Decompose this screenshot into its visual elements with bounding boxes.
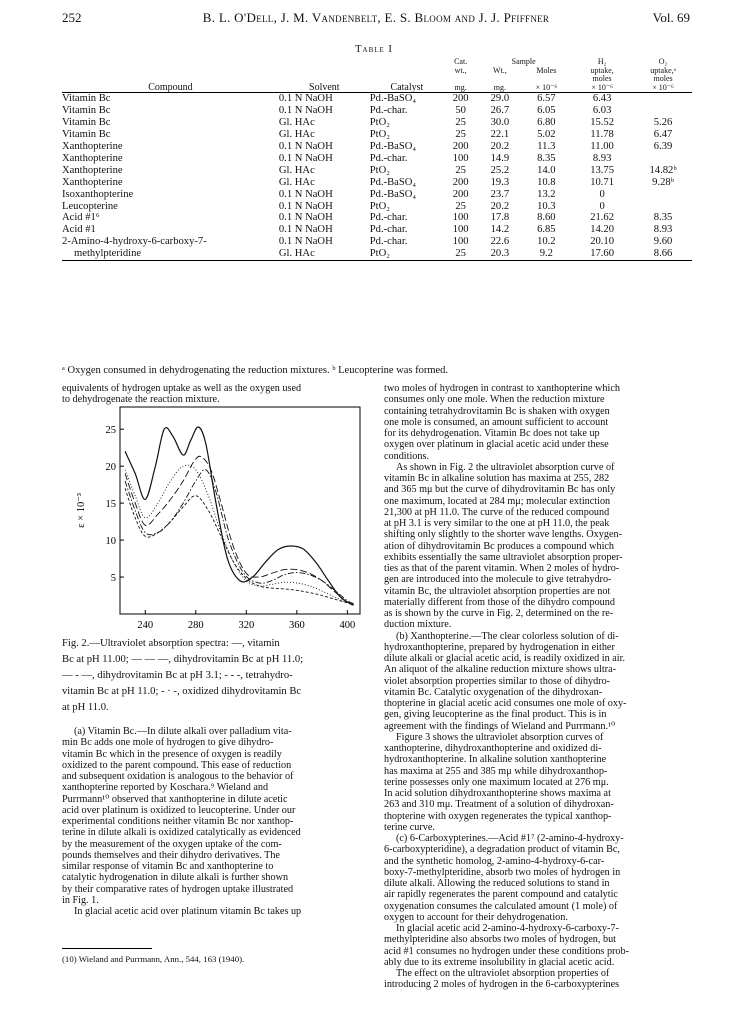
table-cell: 14.82ᵇ bbox=[649, 164, 677, 176]
plot-frame bbox=[120, 407, 360, 614]
text-line: shifting only slightly to the shorter wave lengths. Oxygen- bbox=[384, 529, 622, 541]
series-line-dash-dot bbox=[125, 470, 354, 604]
table-cell: methylpteridine bbox=[62, 248, 279, 260]
text-line: vitamin Bc. Catalytic oxygenation of the dihydroxan- bbox=[384, 686, 603, 698]
y-tick-label: 10 bbox=[105, 536, 116, 548]
table-cell bbox=[634, 201, 692, 213]
series-line-long-dash bbox=[125, 456, 354, 605]
table-cell: 23.7 bbox=[490, 188, 510, 200]
table-cell: 11.3 bbox=[537, 141, 556, 152]
table-cell: Gl. HAc bbox=[278, 117, 315, 129]
uv-absorption-chart bbox=[62, 402, 370, 632]
table-cell: 200 bbox=[452, 188, 469, 200]
text-line: (b) Xanthopterine.—The clear colorless solution of di- bbox=[396, 630, 619, 642]
table-cell: 0.1 N NaOH bbox=[278, 105, 333, 117]
table-row bbox=[62, 189, 692, 201]
text-line: oxygen over platinum in glacial acetic acid under these bbox=[384, 439, 609, 451]
text-line: In acid solution dihydroxanthopterine shows maxima at bbox=[384, 788, 611, 799]
table-row bbox=[62, 201, 692, 213]
table-cell: 6.05 bbox=[537, 105, 556, 117]
table-row bbox=[62, 177, 692, 189]
table-cell: 25 bbox=[455, 129, 466, 141]
text-line: to dehydrogenate the reaction mixture. bbox=[62, 394, 220, 406]
series-line-dotted bbox=[125, 465, 354, 606]
table-cell: 100 bbox=[452, 212, 469, 224]
table-row bbox=[62, 105, 692, 117]
text-line: In glacial acetic acid over platinum vitamin Bc takes up bbox=[74, 906, 302, 917]
text-line: and 365 mμ but the curve of dihydrovitamin Bc has only bbox=[384, 484, 616, 496]
col-h2-a: H₂ bbox=[597, 57, 607, 66]
table-row bbox=[62, 236, 692, 248]
table-cell: PtO₂ bbox=[369, 129, 390, 141]
volume-label: Vol. 69 bbox=[652, 10, 690, 25]
text-line: gen are introduced into the molecule to give tetrahydro- bbox=[384, 574, 612, 586]
text-line: An aliquot of the alkaline reduction mixture shows ultra- bbox=[384, 664, 616, 676]
col-o2-c: moles bbox=[653, 74, 673, 84]
table-cell: Leucopterine bbox=[62, 200, 118, 212]
x-tick-label: 360 bbox=[288, 620, 305, 631]
table-row bbox=[62, 224, 692, 236]
x-tick-label: 400 bbox=[339, 620, 356, 631]
text-line: and subsequent oxidation is analogous to the behavior of bbox=[62, 771, 294, 782]
y-tick-label: 25 bbox=[105, 425, 116, 437]
col-o2-b: uptake,ᵃ bbox=[650, 65, 676, 75]
table-cell: 25 bbox=[455, 164, 466, 176]
table-cell: Gl. HAc bbox=[279, 248, 370, 260]
table-cell: 11.78 bbox=[590, 129, 614, 141]
table-cell: 25 bbox=[455, 117, 466, 129]
table-cell: Vitamin Bc bbox=[62, 105, 111, 117]
table-cell: 6.57 bbox=[537, 93, 556, 105]
text-line: 263 and 310 mμ. Treatment of a solution of dihydroxan- bbox=[384, 799, 614, 811]
col-moles-a: Moles bbox=[536, 65, 557, 75]
table-cell: Xanthopterine bbox=[62, 176, 123, 188]
table-cell: 6.39 bbox=[653, 141, 673, 152]
text-line: methylpteridine also absorbs two moles of hydrogen, but bbox=[384, 934, 617, 946]
table-cell: 5.26 bbox=[653, 117, 673, 129]
table-cell: 100 bbox=[452, 152, 469, 164]
table-cell: Acid #1⁶ bbox=[62, 212, 100, 224]
table-row bbox=[62, 117, 692, 129]
text-line: The effect on the ultraviolet absorption properties of bbox=[396, 968, 610, 979]
running-authors: B. L. O'Dell, J. M. Vandenbelt, E. S. Bloom and J. J. Pfiffner bbox=[202, 10, 550, 25]
table-cell bbox=[634, 93, 692, 105]
table-cell: 100 bbox=[452, 236, 469, 248]
table-row bbox=[62, 212, 692, 224]
col-h2-b: uptake, bbox=[590, 65, 614, 75]
table-cell: PtO₂ bbox=[369, 200, 390, 212]
text-line: by their comparative rates of hydrogen uptake illustrated bbox=[62, 883, 294, 895]
text-line: hydroxanthopterine, prepared by hydrogenation in either bbox=[384, 641, 615, 653]
text-line: min Bc adds one mole of hydrogen to give dihydro- bbox=[62, 737, 274, 749]
table-cell: Xanthopterine bbox=[62, 164, 123, 176]
left-body bbox=[62, 726, 370, 917]
table-cell: 50 bbox=[455, 105, 466, 117]
table-cell: PtO₂ bbox=[369, 164, 390, 176]
figure-caption bbox=[62, 636, 370, 716]
text-line: xanthopterine reported by Koschara.⁹ Wieland and bbox=[62, 782, 269, 794]
table-cell: Isoxanthopterine bbox=[62, 188, 134, 200]
table-cell: Gl. HAc bbox=[278, 129, 315, 141]
table-cell: 100 bbox=[452, 224, 469, 236]
text-line: boxy-7-methylpteridine, absorb two moles of hydrogen in bbox=[384, 866, 621, 878]
x-tick-label: 280 bbox=[187, 620, 204, 631]
table-cell: 200 bbox=[452, 141, 469, 152]
text-line: catalytic hydrogenation in dilute alkali is further shown bbox=[62, 872, 289, 884]
text-line: thopterine in glacial acetic acid consumes one mole of oxy- bbox=[384, 698, 627, 709]
text-line: terine in dilute alkali is oxidized catalytically as evidenced bbox=[62, 827, 301, 839]
table-cell: 0 bbox=[599, 200, 605, 212]
text-line: containing tetrahydrovitamin Bc is shaken with oxygen bbox=[384, 405, 610, 417]
text-line: acid over platinum is oxidized to leucopterine. Under our bbox=[62, 804, 296, 816]
caption-line: Bc at pH 11.00; — — —, dihydrovitamin Bc at pH 11.0; bbox=[62, 654, 304, 665]
table-cell: 6.43 bbox=[592, 93, 612, 105]
table-cell: 8.60 bbox=[537, 212, 556, 224]
table-cell: 10.8 bbox=[537, 176, 556, 188]
col-sample: Sample bbox=[511, 57, 536, 66]
table-cell: 20.3 bbox=[477, 248, 522, 260]
text-line: consumes only one mole. When the reduction mixture bbox=[384, 394, 605, 406]
text-line: conditions. bbox=[384, 450, 429, 462]
page-number: 252 bbox=[62, 10, 82, 25]
table-cell: 25.2 bbox=[490, 164, 510, 176]
text-line: hydroxanthopterine. In alkaline solution xanthopterine bbox=[384, 754, 607, 766]
table-body bbox=[62, 93, 692, 261]
table-cell: 9.2 bbox=[523, 248, 571, 260]
table-cell: Xanthopterine bbox=[62, 152, 123, 164]
text-line: at pH 3.1 is very similar to the one at pH 11.0, the peak bbox=[384, 518, 610, 529]
running-header bbox=[62, 10, 690, 26]
text-line: by the measurement of the oxygen uptake of the com- bbox=[62, 838, 282, 850]
table-cell: Pd.-char. bbox=[369, 224, 408, 236]
footnote-rule bbox=[62, 948, 152, 949]
reference-10: (10) Wieland and Purrmann, Ann., 544, 163 (1940). bbox=[62, 954, 245, 964]
text-line: as is shown by the curve in Fig. 2, determined on the re- bbox=[384, 608, 614, 619]
table-cell: 8.93 bbox=[653, 224, 673, 236]
table-row bbox=[62, 153, 692, 165]
table-row bbox=[62, 93, 692, 105]
y-tick-label: 15 bbox=[105, 499, 116, 511]
text-line: Figure 3 shows the ultraviolet absorption curves of bbox=[396, 731, 604, 743]
table-cell: 2-Amino-4-hydroxy-6-carboxy-7- bbox=[62, 236, 207, 248]
text-line: introducing 2 moles of hydrogen in the 6-carboxypterines bbox=[384, 979, 620, 991]
col-cat-a: Cat. bbox=[454, 57, 468, 66]
text-line: As shown in Fig. 2 the ultraviolet absorption curve of bbox=[396, 461, 615, 473]
text-line: 6-carboxypteridine), a degradation product of vitamin Bc, bbox=[384, 844, 620, 856]
text-line: and the synthetic homolog, 2-amino-4-hydroxy-6-car- bbox=[384, 855, 605, 867]
table-cell: 6.03 bbox=[592, 105, 612, 117]
table-cell: 0.1 N NaOH bbox=[278, 236, 333, 248]
table-cell: 14.0 bbox=[537, 164, 556, 176]
text-line: air rapidly regenerates the parent compound and catalytic bbox=[384, 889, 618, 901]
text-line: xanthopterine, dihydroxanthopterine and oxidized di- bbox=[384, 743, 602, 754]
table-cell: Pd.-BaSO₄ bbox=[369, 176, 417, 188]
text-line: one mole is consumed, an amount sufficient to account bbox=[384, 416, 609, 428]
table-cell: 6.80 bbox=[537, 117, 556, 129]
col-wt-a: Wt., bbox=[492, 65, 507, 75]
table-cell: 17.60 bbox=[570, 248, 634, 260]
table-cell: 6.85 bbox=[537, 224, 556, 236]
table-cell: 8.93 bbox=[592, 152, 612, 164]
table-cell bbox=[634, 189, 692, 201]
table-cell: 25 bbox=[444, 248, 477, 260]
table-cell: 20.2 bbox=[490, 141, 510, 152]
table-cell: Pd.-BaSO₄ bbox=[369, 188, 417, 200]
table-cell: Vitamin Bc bbox=[62, 117, 111, 129]
table-cell: 8.35 bbox=[653, 212, 673, 224]
table-cell: 10.71 bbox=[590, 176, 615, 188]
text-line: for its dehydrogenation. Vitamin Bc does not take up bbox=[384, 428, 600, 439]
caption-line: Fig. 2.—Ultraviolet absorption spectra: —, vitamin bbox=[62, 638, 280, 649]
col-h2-d: × 10⁻⁶ bbox=[570, 84, 634, 93]
table-cell: 10.3 bbox=[537, 200, 556, 212]
table-cell: 15.52 bbox=[590, 117, 615, 129]
table-cell: 13.2 bbox=[537, 188, 556, 200]
col-moles-b: × 10⁻⁶ bbox=[523, 84, 571, 93]
text-line: acid #1 consumes no hydrogen under these conditions prob- bbox=[384, 945, 630, 957]
text-line: oxygen to account for their dehydrogenation. bbox=[384, 911, 568, 923]
y-axis-label: ε × 10⁻³ bbox=[76, 493, 87, 528]
text-line: two moles of hydrogen in contrast to xanthopterine which bbox=[384, 383, 620, 394]
y-tick-label: 5 bbox=[110, 573, 116, 585]
caption-line: vitamin Bc at pH 11.0; - · -, oxidized dihydrovitamin Bc bbox=[62, 686, 302, 697]
text-line: in Fig. 1. bbox=[62, 894, 99, 906]
table-cell: 8.35 bbox=[537, 152, 556, 164]
series-line-dashed bbox=[125, 488, 354, 605]
table-cell bbox=[634, 153, 692, 165]
table-cell: PtO₂ bbox=[370, 248, 444, 260]
table-cell: 0.1 N NaOH bbox=[278, 93, 333, 105]
text-line: duction mixture. bbox=[384, 619, 452, 631]
caption-line: — - —, dihydrovitamin Bc at pH 3.1; - - -, tetrahydro- bbox=[62, 670, 293, 681]
table-cell: Xanthopterine bbox=[62, 141, 123, 152]
table-row bbox=[62, 248, 692, 260]
reference-footnote bbox=[62, 954, 370, 965]
text-line: In glacial acetic acid 2-amino-4-hydroxy-6-carboxy-7- bbox=[396, 923, 619, 934]
text-line: (c) 6-Carboxypterines.—Acid #1⁷ (2-amino-4-hydroxy- bbox=[396, 833, 624, 844]
text-line: (a) Vitamin Bc.—In dilute alkali over palladium vita- bbox=[74, 726, 292, 737]
table-cell: Pd.-BaSO₄ bbox=[369, 93, 417, 105]
col-wt-b: mg. bbox=[477, 84, 522, 93]
table-cell: 8.66 bbox=[634, 248, 692, 260]
table-caption: Table I bbox=[355, 44, 393, 55]
text-line: 21,300 at pH 11.0. The curve of the reduced compound bbox=[384, 506, 610, 518]
table-cell: 11.00 bbox=[590, 141, 614, 152]
x-tick-label: 240 bbox=[137, 620, 154, 631]
text-line: thopterine with oxygen regenerates the typical xanthop- bbox=[384, 810, 612, 822]
table-cell: 20.2 bbox=[490, 200, 510, 212]
y-tick-label: 20 bbox=[105, 462, 116, 474]
text-line: Purrmann¹⁰ observed that xanthopterine in dilute acetic bbox=[62, 793, 288, 805]
table-cell: 0.1 N NaOH bbox=[278, 188, 333, 200]
table-cell: 0.1 N NaOH bbox=[278, 152, 333, 164]
text-line: pounds themselves and their dihydro derivatives. The bbox=[62, 849, 280, 861]
text-line: ably due to its extreme insolubility in glacial acetic acid. bbox=[384, 956, 615, 968]
table-row bbox=[62, 141, 692, 153]
table-cell: 22.1 bbox=[490, 129, 510, 141]
table-cell: 25 bbox=[455, 200, 466, 212]
col-h2-c: moles bbox=[592, 74, 612, 84]
table-cell: 200 bbox=[452, 93, 469, 105]
table-cell: Vitamin Bc bbox=[62, 93, 111, 105]
table-cell: Pd.-char. bbox=[369, 105, 408, 117]
table-cell: PtO₂ bbox=[369, 117, 390, 129]
text-line: vitamin Bc in alkaline solution has maxima at 255, 282 bbox=[384, 473, 610, 484]
table-cell: 0.1 N NaOH bbox=[278, 141, 333, 152]
text-line: ties as that of the parent vitamin. When 2 moles of hydro- bbox=[384, 563, 620, 574]
table-cell: Pd.-char. bbox=[369, 152, 408, 164]
text-line: gen, giving leucopterine as the final product. This is in bbox=[384, 709, 607, 721]
text-line: exhibits essentially the same ultraviolet absorption proper- bbox=[384, 551, 623, 563]
text-line: vitamin Bc, the ultraviolet absorption properties are not bbox=[384, 585, 611, 597]
table-cell: 19.3 bbox=[490, 176, 510, 188]
col-o2-a: O₂ bbox=[658, 57, 668, 66]
table-cell: Acid #1 bbox=[62, 224, 96, 236]
data-table bbox=[62, 58, 692, 261]
table-cell: 9.60 bbox=[653, 236, 673, 248]
text-line: terine curve. bbox=[384, 821, 435, 833]
table-cell: 9.28ᵇ bbox=[652, 176, 674, 188]
table-cell: Pd.-BaSO₄ bbox=[369, 141, 417, 152]
table-cell: 13.75 bbox=[590, 164, 615, 176]
col-cat-c: mg. bbox=[444, 84, 477, 93]
text-line: materially different from those of the dihydro compound bbox=[384, 596, 615, 608]
table-cell: 22.6 bbox=[490, 236, 510, 248]
col-cat-b: wt., bbox=[454, 65, 467, 75]
table-cell: Pd.-char. bbox=[369, 236, 408, 248]
text-line: dilute alkali or glacial acetic acid, is readily oxidized in air. bbox=[384, 653, 626, 664]
table-cell: Vitamin Bc bbox=[62, 129, 111, 141]
text-line: violet absorption properties similar to those of dihydro- bbox=[384, 675, 611, 687]
text-line: has maxima at 255 and 385 mμ while dihydroxanthop- bbox=[384, 765, 608, 777]
caption-line: at pH 11.0. bbox=[62, 702, 109, 713]
table-cell: 26.7 bbox=[490, 105, 510, 117]
text-line: vitamin Bc which in the presence of oxygen is readily bbox=[62, 748, 282, 760]
table-cell: 0.1 N NaOH bbox=[278, 212, 333, 224]
table-cell: Gl. HAc bbox=[278, 176, 315, 188]
text-line: dilute alkali. Allowing the reduced solutions to stand in bbox=[384, 878, 610, 889]
col-catalyst: Catalyst bbox=[370, 84, 444, 93]
text-line: oxidized to the parent compound. This ease of reduction bbox=[62, 759, 292, 771]
table-cell bbox=[634, 105, 692, 117]
table-cell: 0.1 N NaOH bbox=[278, 200, 333, 212]
right-body bbox=[384, 383, 692, 991]
text-line: agreement with the findings of Wieland and Purrmann.¹⁰ bbox=[384, 720, 616, 732]
table-row bbox=[62, 165, 692, 177]
table-footnote: ᵃ Oxygen consumed in dehydrogenating the reduction mixtures. ᵇ Leucopterine was formed. bbox=[62, 365, 449, 376]
table-cell: 17.8 bbox=[490, 212, 510, 224]
table-cell: 5.02 bbox=[537, 129, 556, 141]
table-cell: 14.2 bbox=[490, 224, 510, 236]
table-cell: 200 bbox=[452, 176, 469, 188]
text-line: experimental conditions neither vitamin Bc nor xanthop- bbox=[62, 816, 294, 827]
text-line: terine possesses only one maximum located at 276 mμ. bbox=[384, 776, 609, 788]
text-line: oxygenation consumes the calculated amount (1 mole) of bbox=[384, 900, 618, 912]
table-cell: 0 bbox=[599, 188, 605, 200]
table-cell: 14.20 bbox=[590, 224, 615, 236]
text-line: similar response of vitamin Bc and xanthopterine to bbox=[62, 861, 274, 872]
table-cell: 30.0 bbox=[490, 117, 510, 129]
text-line: ation of dihydrovitamin Bc produces a compound which bbox=[384, 540, 615, 552]
table-cell: 21.62 bbox=[590, 212, 615, 224]
table-cell: Gl. HAc bbox=[278, 164, 315, 176]
col-solvent: Solvent bbox=[279, 84, 370, 93]
table-cell: 29.0 bbox=[490, 93, 510, 105]
text-line: one maximum, located at 284 mμ; molecular extinction bbox=[384, 495, 611, 507]
col-o2-d: × 10⁻⁶ bbox=[634, 84, 692, 93]
col-compound: Compound bbox=[62, 84, 279, 93]
table-cell: 0.1 N NaOH bbox=[278, 224, 333, 236]
x-tick-label: 320 bbox=[238, 620, 255, 631]
table-cell: 20.10 bbox=[590, 236, 615, 248]
table-row bbox=[62, 129, 692, 141]
table-cell: 10.2 bbox=[537, 236, 556, 248]
table-cell: 6.47 bbox=[653, 129, 673, 141]
table-cell: Pd.-char. bbox=[369, 212, 408, 224]
table-cell: 14.9 bbox=[490, 152, 510, 164]
text-line: equivalents of hydrogen uptake as well as the oxygen used bbox=[62, 383, 302, 394]
